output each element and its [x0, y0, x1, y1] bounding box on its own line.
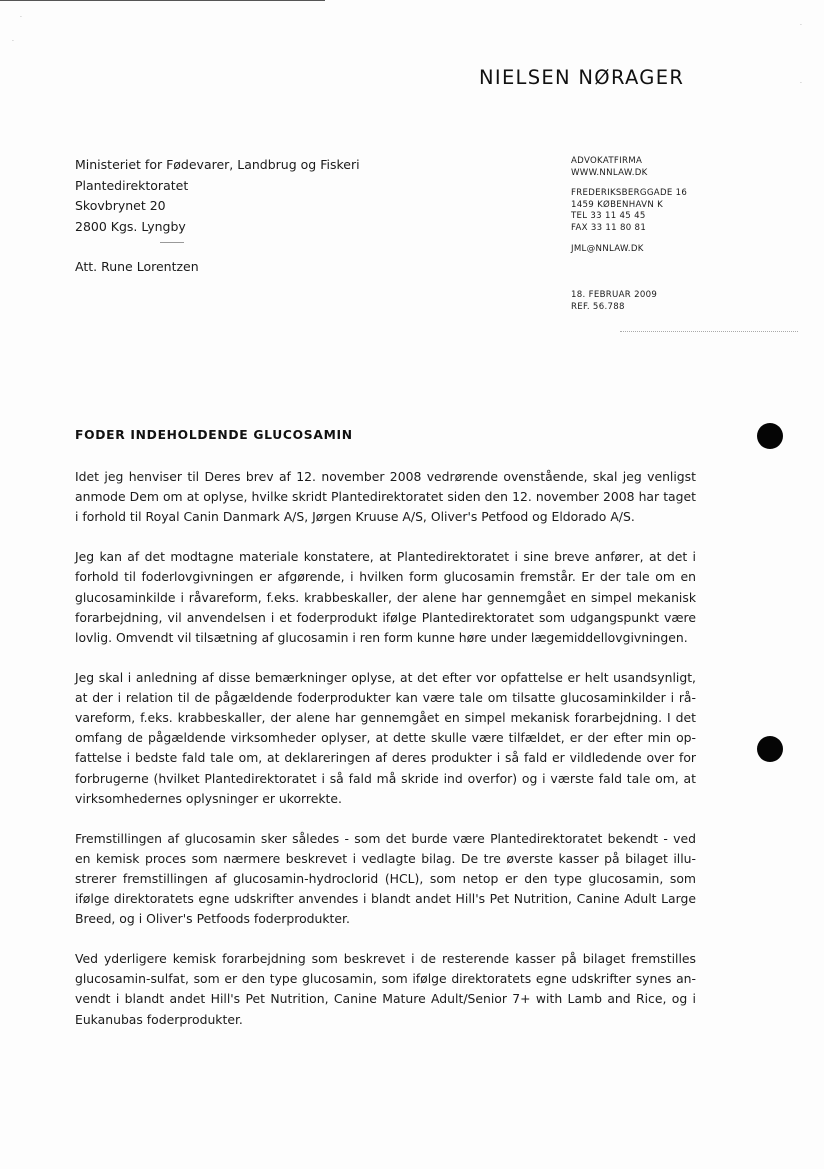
scan-speck: ·: [800, 22, 802, 29]
punch-hole: [757, 423, 783, 449]
body-paragraph: Idet jeg henviser til Deres brev af 12. november 2008 vedrørende ovenstående, skal jeg venligst anmode Dem om at oplyse, hvilke skridt Plantedirektoratet siden den 12. november 2008 har taget i forhold til Royal Canin Danmark A/S, Jørgen Kruuse A/S, Oliver's Petfood og Eldorado A/S.: [75, 469, 696, 525]
sender-website: WWW.NNLAW.DK: [571, 167, 648, 178]
sender-block: [571, 156, 687, 313]
scan-edge-line: [0, 0, 325, 1]
scan-speck: ·: [800, 80, 802, 87]
sender-tel: TEL 33 11 45 45: [571, 211, 646, 222]
scan-speck: ·: [12, 38, 14, 45]
letter-subject: FODER INDEHOLDENDE GLUCOSAMIN: [75, 428, 353, 442]
sender-fax: FAX 33 11 80 81: [571, 222, 647, 233]
recipient-line: 2800 Kgs. Lyngby: [75, 218, 186, 234]
recipient-address: [75, 155, 360, 278]
scan-mark: [160, 242, 184, 244]
letter-body: [75, 467, 696, 1049]
body-paragraph: Ved yderligere kemisk forarbejdning som beskrevet i de resterende kasser på bilaget fremstilles glucosamin-sulfat, som er den type glucosamin, som ifølge direktoratets egne udskrifter synes anvendt i blandt andet Hill's Pet Nutrition, Canine Mature Adult/Senior 7+ with Lamb and Rice, og i Eukanubas foderprodukter.: [75, 951, 696, 1027]
firm-letterhead: NIELSEN NØRAGER: [479, 66, 685, 89]
sender-type: ADVOKATFIRMA: [571, 156, 643, 166]
recipient-line: Plantedirektoratet: [75, 177, 189, 193]
recipient-line: Skovbrynet 20: [75, 198, 166, 213]
sender-city: 1459 KØBENHAVN K: [571, 199, 664, 210]
body-paragraph: Jeg kan af det modtagne materiale konstatere, at Plantedirektoratet i sine breve anfører, at det i forhold til foderlovgivningen er afgørende, i hvilken form glucosamin fremstår. Er der tale om en glucosaminkilde i råvareform, f.eks. krabbeskaller, der alene har gennemgået en simpel mekanisk forarbejdning, vil anvendelsen i et foderprodukt ifølge Plantedirektoratet som udgangspunkt være lovlig. Omvendt vil tilsætning af glucosamin i ren form kunne høre under lægemiddellovgivningen.: [75, 549, 696, 645]
sender-email: JML@NNLAW.DK: [571, 243, 644, 254]
recipient-attention: Att. Rune Lorentzen: [75, 259, 199, 274]
scan-speck: ·: [20, 14, 22, 21]
scan-mark: [620, 331, 798, 333]
body-paragraph: Jeg skal i anledning af disse bemærkninger oplyse, at det efter vor opfattelse er helt usandsynligt, at der i relation til de pågældende foderprodukter kan være tale om tilsatte glucosaminkilder i råvareform, f.eks. krabbeskaller, der alene har gennemgået en simpel mekanisk forarbejdning. I det omfang de pågældende virksomheder oplyser, at dette skulle være tilfældet, er der efter min opfattelse i bedste fald tale om, at deklareringen af deres produkter i så fald er vildledende over for forbrugerne (hvilket Plantedirektoratet i så fald må skride ind overfor) og i værste fald tale om, at virksomhedernes oplysninger er ukorrekte.: [75, 669, 696, 806]
recipient-line: Ministeriet for Fødevarer, Landbrug og Fiskeri: [75, 157, 360, 172]
body-paragraph: Fremstillingen af glucosamin sker således - som det burde være Plantedirektoratet bekendt - ved en kemisk proces som nærmere beskrevet i vedlagte bilag. De tre øverste kasser på bilaget illustrerer fremstillingen af glucosamin-hydroclorid (HCL), som netop er den type glucosamin, som ifølge direktoratets egne udskrifter anvendes i blandt andet Hill's Pet Nutrition, Canine Adult Large Breed, og i Oliver's Petfoods foderprodukter.: [75, 830, 696, 927]
letter-reference: REF. 56.788: [571, 301, 625, 312]
letter-date: 18. FEBRUAR 2009: [571, 290, 658, 301]
sender-street: FREDERIKSBERGGADE 16: [571, 188, 688, 199]
punch-hole: [757, 736, 783, 762]
